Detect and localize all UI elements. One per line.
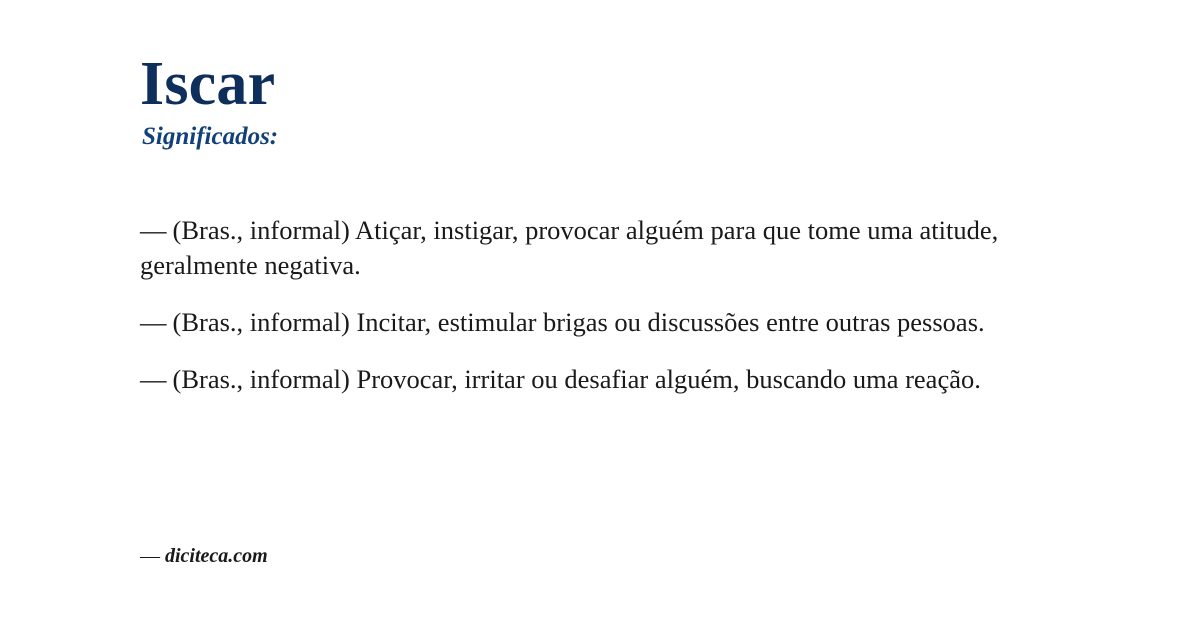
- em-dash-marker: —: [140, 215, 167, 246]
- list-item: [140, 362, 1060, 397]
- definition-text: (Bras., informal) Provocar, irritar ou desafiar alguém, buscando uma reação.: [172, 364, 981, 394]
- em-dash-marker: —: [140, 364, 167, 394]
- dash-marker: —: [140, 545, 160, 567]
- definition-text: (Bras., informal) Atiçar, instigar, provocar alguém para que tome uma atitude, geralmente negativa.: [140, 215, 999, 281]
- page-title: Iscar: [140, 50, 276, 118]
- definition-text: (Bras., informal) Incitar, estimular brigas ou discussões entre outras pessoas.: [172, 307, 985, 338]
- definition-list: [140, 213, 1060, 397]
- em-dash-marker: —: [140, 307, 167, 338]
- source-name: diciteca.com: [165, 545, 268, 567]
- section-subtitle: Significados:: [142, 123, 279, 151]
- list-item: [140, 213, 1060, 283]
- source-attribution: [140, 545, 268, 568]
- list-item: [140, 305, 1060, 340]
